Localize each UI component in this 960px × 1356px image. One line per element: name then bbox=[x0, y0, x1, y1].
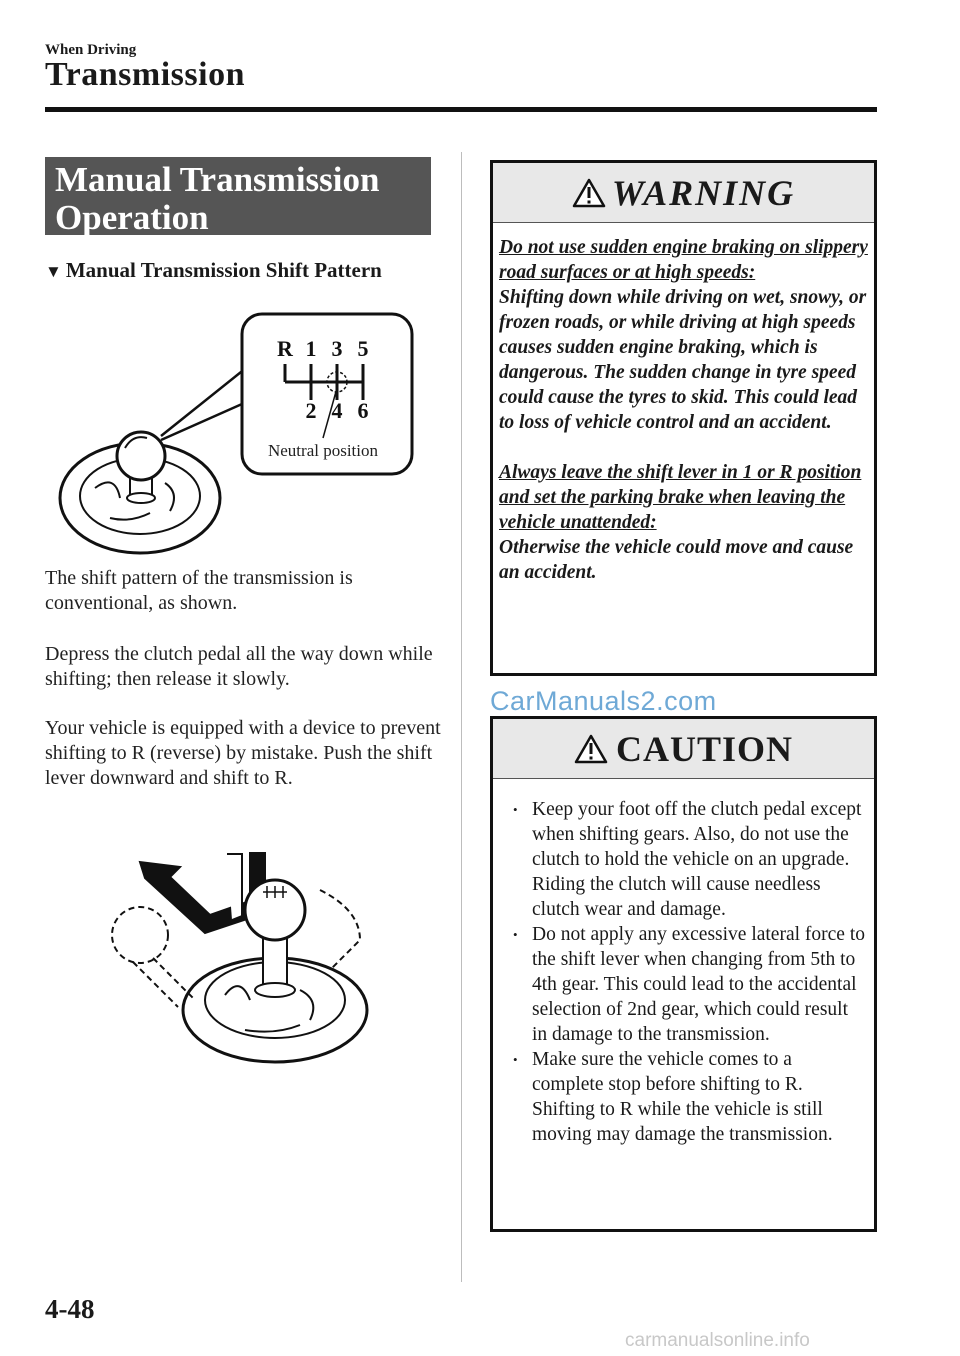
caution-box bbox=[490, 716, 877, 1232]
warning-block1-body: Shifting down while driving on wet, snowy, or frozen roads, or while driving at high speeds causes sudden engine braking, which is dangerous. The sudden change in tyre speed could cause the tyres to skid. This could lead to loss of vehicle control and an accident. bbox=[499, 287, 867, 433]
gear-label-2: 2 bbox=[305, 398, 317, 423]
page-title: Transmission bbox=[45, 56, 245, 93]
header-rule bbox=[45, 107, 877, 112]
neutral-position-label: Neutral position bbox=[267, 441, 379, 460]
watermark: CarManuals2.com bbox=[490, 686, 717, 716]
gear-label-4: 4 bbox=[331, 398, 343, 423]
reverse-lever-base bbox=[255, 983, 295, 997]
section-label: When Driving bbox=[45, 42, 137, 58]
caution-item-lateral-force: • Do not apply any excessive lateral force to the shift lever when changing from 5th to 4th gear. This could lead to the accidental selection of 2nd gear, which could result in damage to the transmission. bbox=[513, 922, 865, 1047]
caution-triangle-icon bbox=[574, 734, 608, 764]
triangle-marker-icon: ▼ bbox=[45, 262, 62, 281]
shift-pattern-figure bbox=[55, 308, 425, 558]
paragraph-clutch: Depress the clutch pedal all the way down while shifting; then release it slowly. bbox=[45, 643, 433, 690]
warning-triangle-icon bbox=[572, 178, 606, 208]
gear-label-r: R bbox=[277, 336, 293, 361]
gear-label-5: 5 bbox=[357, 336, 369, 361]
warning-header bbox=[493, 163, 874, 223]
warning-block1-heading: Do not use sudden engine braking on slippery road surfaces or at high speeds: bbox=[499, 237, 868, 283]
subheading bbox=[45, 258, 382, 283]
warning-block2-body: Otherwise the vehicle could move and cause an accident. bbox=[499, 537, 854, 583]
warning-body bbox=[499, 235, 871, 585]
page-number: 4-48 bbox=[45, 1294, 95, 1324]
gear-label-3: 3 bbox=[331, 336, 343, 361]
knob-pattern-icon bbox=[263, 886, 287, 898]
paragraph-reverse: Your vehicle is equipped with a device to prevent shifting to R (reverse) by mistake. Push the shift lever downward and shift to R. bbox=[45, 717, 441, 789]
subheading-text: Manual Transmission Shift Pattern bbox=[65, 258, 382, 282]
ghost-outline-right bbox=[320, 890, 360, 970]
gear-label-6: 6 bbox=[357, 398, 369, 423]
caution-title: CAUTION bbox=[615, 728, 793, 769]
caution-header bbox=[493, 719, 874, 779]
shift-knob bbox=[117, 432, 165, 480]
warning-title: WARNING bbox=[611, 172, 796, 213]
heading-line-2: Operation bbox=[55, 198, 209, 237]
caution-item-clutch: • Keep your foot off the clutch pedal except when shifting gears. Also, do not use the clutch to hold the vehicle on an upgrade. Riding the clutch will cause needless clutch wear and damage. bbox=[513, 797, 865, 922]
gear-label-1: 1 bbox=[305, 336, 317, 361]
callout-line-top bbox=[161, 364, 251, 436]
warning-box bbox=[490, 160, 877, 676]
caution-item-complete-stop: • Make sure the vehicle comes to a complete stop before shifting to R. Shifting to R while the vehicle is still moving may damage the transmission. bbox=[513, 1047, 865, 1147]
column-divider bbox=[461, 152, 462, 1282]
footer-watermark: carmanualsonline.info bbox=[625, 1330, 810, 1351]
warning-block2-heading: Always leave the shift lever in 1 or R position and set the parking brake when leaving the vehicle unattended: bbox=[499, 462, 862, 533]
lever-base bbox=[127, 493, 155, 503]
caution-list bbox=[513, 797, 865, 1147]
reverse-shift-figure bbox=[105, 850, 375, 1065]
paragraph-shift-pattern: The shift pattern of the transmission is conventional, as shown. bbox=[45, 567, 353, 614]
ghost-knob-left bbox=[112, 907, 168, 963]
callout-line-bottom bbox=[161, 400, 251, 440]
heading-line-1: Manual Transmission bbox=[55, 160, 380, 199]
section-heading bbox=[45, 157, 431, 235]
